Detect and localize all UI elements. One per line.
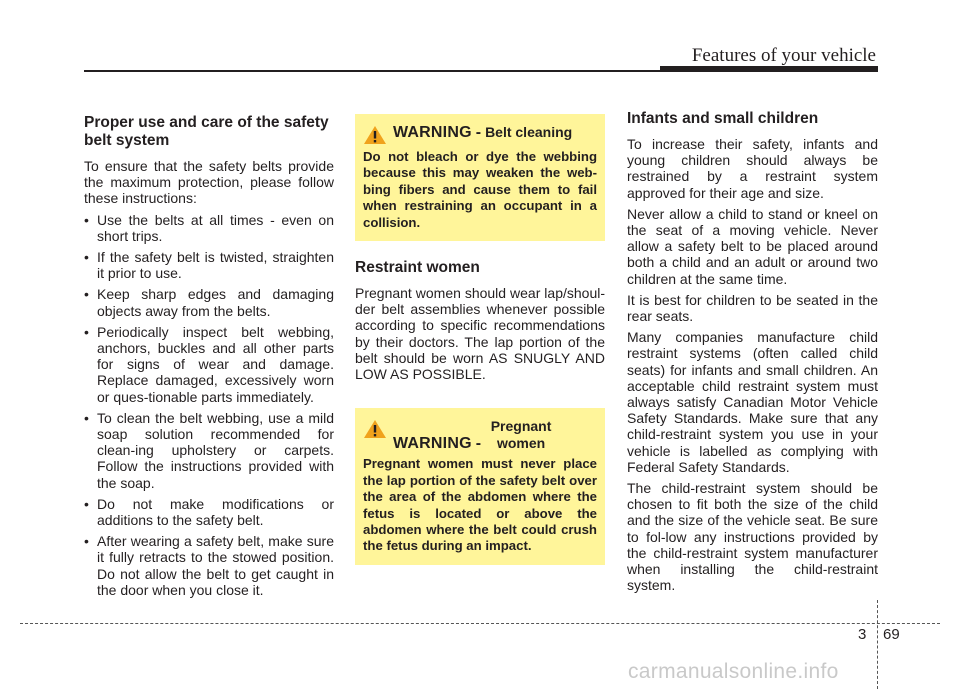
list-item (84, 249, 334, 281)
bullet-icon: • (84, 533, 89, 550)
left-column (84, 114, 334, 603)
chapter-number: 3 (858, 626, 867, 643)
warning-subject: Pregnant women (490, 418, 552, 452)
bullet-icon: • (84, 286, 89, 303)
warning-box-belt-cleaning (355, 114, 605, 241)
page-number-divider (877, 600, 878, 689)
list-item-text: Do not make modifications or additions to the safety belt. (97, 495, 334, 529)
header-rule (84, 70, 680, 72)
warning-triangle-icon (363, 419, 387, 439)
section-title: Features of your vehicle (691, 45, 876, 66)
bullet-icon: • (84, 323, 89, 340)
safety-belt-heading: Proper use and care of the safety belt system (84, 114, 329, 149)
page-number: 69 (883, 626, 900, 643)
bullet-icon: • (84, 495, 89, 512)
warning-text: Do not bleach or dye the webbing because this may weaken the web-bing fibers and cause them to fail when restraining an occupant in a collision. (363, 149, 597, 230)
safety-belt-instructions-list (84, 212, 334, 598)
restraint-women-paragraph: Pregnant women should wear lap/shoul-der belt assemblies whenever possible according to specific recommendations by their doctors. The lap portion of the belt should be worn AS SNUGLY AND LOW AS POSSIBLE. (355, 285, 605, 383)
list-item (84, 212, 334, 244)
paragraph: It is best for children to be seated in the rear seats. (627, 291, 878, 325)
list-item-text: Keep sharp edges and damaging objects away from the belts. (97, 286, 334, 319)
infants-children-heading: Infants and small children (627, 110, 819, 127)
list-item (84, 410, 334, 491)
list-item-text: If the safety belt is twisted, straighten it prior to use. (97, 249, 334, 282)
restraint-women-heading: Restraint women (355, 259, 480, 277)
warning-label: WARNING (393, 435, 472, 453)
paragraph: To increase their safety, infants and young children should always be restrained by a restraint system approved for their age and size. (627, 136, 878, 201)
list-item-text: Use the belts at all times - even on short trips. (97, 211, 334, 244)
paragraph: The child-restraint system should be chosen to fit both the size of the child and the size of the vehicle seat. Be sure to fol-low any instructions provided by the child-restraint system manufacturer when installing the child-restraint system. (627, 480, 878, 594)
list-item (84, 286, 334, 318)
safety-belt-intro: To ensure that the safety belts provide the maximum protection, please follow these instructions: (84, 158, 334, 207)
warning-box-pregnant-women (355, 408, 605, 565)
middle-column (355, 114, 605, 565)
paragraph: Never allow a child to stand or kneel on the seat of a moving vehicle. Never allow a safety belt to be placed around both a child and an adult or around two children at the same time. (627, 205, 878, 287)
warning-label: WARNING (393, 124, 472, 141)
warning-header (363, 418, 597, 452)
list-item (84, 533, 334, 598)
bullet-icon: • (84, 409, 89, 426)
paragraph: Many companies manufacture child restraint systems (often called child seats) for infants and small children. An acceptable child restraint system must always satisfy Canadian Motor Vehicle Safety Standards. Make sure that any child-restraint system you use in your vehicle is labelled as complying with Federal Safety Standards. (627, 329, 878, 475)
warning-header (363, 124, 597, 145)
warning-triangle-icon (363, 125, 387, 145)
right-column (627, 110, 878, 598)
warning-subject: Belt cleaning (485, 124, 573, 140)
list-item-text: To clean the belt webbing, use a mild soap solution recommended for clean-ing upholstery or carpets. Follow the instructions provided with the soap. (97, 409, 334, 491)
watermark: carmanualsonline.info (628, 660, 839, 683)
list-item (84, 496, 334, 528)
list-item-text: Periodically inspect belt webbing, anchors, buckles and all other parts for signs of wear and damage. Replace damaged, excessively worn or ques-tionable parts immediately. (97, 323, 334, 405)
bullet-icon: • (84, 249, 89, 266)
bullet-icon: • (84, 211, 89, 228)
warning-separator: - (475, 124, 482, 141)
list-item (84, 324, 334, 405)
header-rule-accent (660, 66, 878, 72)
warning-separator: - (475, 435, 482, 453)
footer-rule (20, 623, 940, 624)
list-item-text: After wearing a safety belt, make sure it fully retracts to the stowed position. Do not allow the belt to get caught in the door when you close it. (97, 533, 334, 598)
warning-text: Pregnant women must never place the lap portion of the safety belt over the area of the abdomen where the fetus is located or above the abdomen where the belt could crush the fetus during an impact. (363, 456, 597, 554)
